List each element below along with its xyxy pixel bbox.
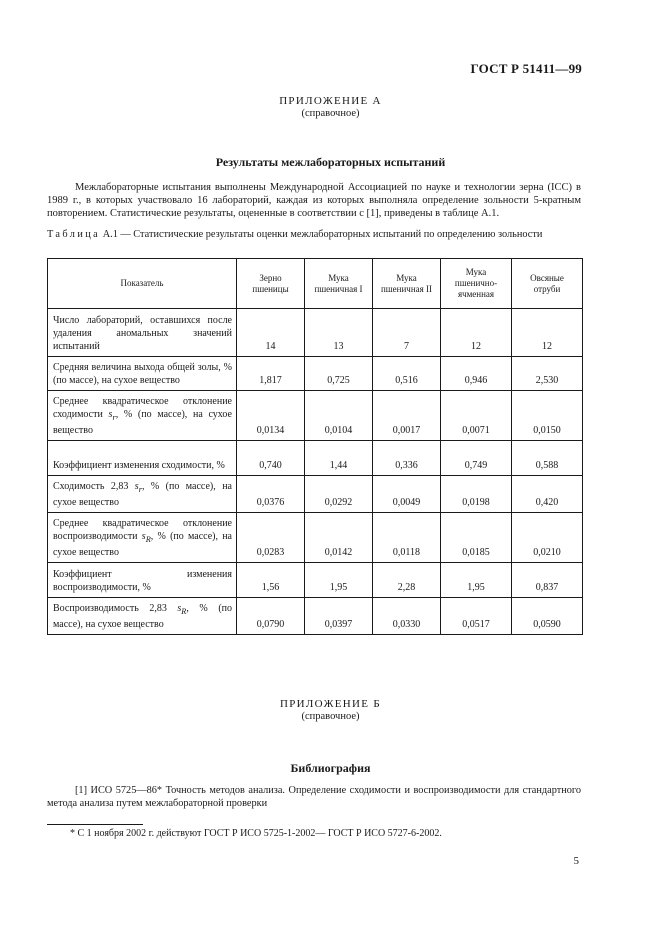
appendix-a-heading: Результаты межлабораторных испытаний	[215, 155, 446, 169]
table-cell: 0,0330	[373, 598, 441, 635]
table-cell: 0,0150	[512, 391, 583, 441]
bibliography-heading: Библиография	[290, 761, 371, 775]
symbol-s: s	[108, 409, 113, 420]
symbol-s: s	[177, 603, 182, 614]
table-row	[48, 476, 583, 513]
row-label: Коэффициент изменения воспроизводимости, %	[48, 563, 237, 598]
row-label-text: , % (по массе), на сухое вещество	[53, 531, 232, 558]
row-label-text: Сходимость 2,83	[53, 481, 135, 492]
results-table	[47, 258, 583, 635]
table-cell: 0,0292	[305, 476, 373, 513]
table-cell: 2,28	[373, 563, 441, 598]
row-label	[48, 598, 237, 635]
intro-paragraph: Межлабораторные испытания выполнены Международной Ассоциацией по науке и технологии зерна (ICC) в 1989 г., в которых участвовало 16 лабораторий, каждая из которых выполняла определение зольности 5-кратным повторением. Статистические результаты, оцененные в соответствии с [1], приведены в таблице А.1.	[47, 182, 581, 219]
appendix-a-title: ПРИЛОЖЕНИЕ А	[279, 95, 382, 107]
row-label-text: Воспроизводимость 2,83	[53, 603, 178, 614]
table-cell: 0,0104	[305, 391, 373, 441]
table-cell: 0,0017	[373, 391, 441, 441]
table-row	[48, 598, 583, 635]
column-header: Зерно пшеницы	[237, 259, 305, 309]
column-header: Показатель	[48, 259, 237, 309]
document-code: ГОСТ Р 51411—99	[470, 61, 582, 76]
table-cell: 0,588	[512, 441, 583, 476]
table-cell: 2,530	[512, 357, 583, 391]
table-cell: 0,0185	[441, 513, 512, 563]
page-number: 5	[573, 855, 579, 867]
table-cell: 0,0049	[373, 476, 441, 513]
table-cell: 7	[373, 309, 441, 357]
table-cell: 0,420	[512, 476, 583, 513]
table-row	[48, 563, 583, 598]
symbol-subscript: r	[138, 485, 142, 494]
row-label: Коэффициент изменения сходимости, %	[48, 441, 237, 476]
table-cell: 0,0590	[512, 598, 583, 635]
table-cell: 12	[441, 309, 512, 357]
table-cell: 0,725	[305, 357, 373, 391]
row-label-text: , % (по массе), на сухое вещество	[53, 409, 232, 436]
table-cell: 0,336	[373, 441, 441, 476]
table-cell: 12	[512, 309, 583, 357]
table-cell: 0,0517	[441, 598, 512, 635]
table-cell: 14	[237, 309, 305, 357]
column-header: Мука пшеничная I	[305, 259, 373, 309]
row-label: Средняя величина выхода общей золы, % (по массе), на сухое вещество	[48, 357, 237, 391]
table-cell: 0,0790	[237, 598, 305, 635]
table-cell: 0,0210	[512, 513, 583, 563]
table-cell: 0,0071	[441, 391, 512, 441]
table-cell: 1,95	[305, 563, 373, 598]
table-cell: 0,516	[373, 357, 441, 391]
column-header: Мука пшенично-ячменная	[441, 259, 512, 309]
table-row	[48, 441, 583, 476]
table-cell: 0,0142	[305, 513, 373, 563]
table-row	[48, 357, 583, 391]
table-cell: 0,0376	[237, 476, 305, 513]
table-row	[48, 513, 583, 563]
row-label	[48, 391, 237, 441]
row-label: Число лабораторий, оставшихся после удаления аномальных значений испытаний	[48, 309, 237, 357]
symbol-subscript: R	[145, 535, 151, 544]
row-label-text: Среднее квадратическое отклонение сходимости	[53, 396, 232, 420]
table-cell: 0,0118	[373, 513, 441, 563]
symbol-subscript: R	[181, 607, 187, 616]
table-cell: 0,0397	[305, 598, 373, 635]
column-header: Мука пшеничная II	[373, 259, 441, 309]
table-cell: 0,837	[512, 563, 583, 598]
bibliography-entry: [1] ИСО 5725—86* Точность методов анализа. Определение сходимости и воспроизводимости для стандартного метода анализа путем межлабораторной проверки	[47, 785, 581, 809]
table-cell: 13	[305, 309, 373, 357]
row-label-text: , % (по массе), на сухое вещество	[53, 603, 232, 630]
table-header-row	[48, 259, 583, 309]
table-caption-text: А.1 — Статистические результаты оценки межлабораторных испытаний по определению зольности	[100, 229, 543, 240]
table-cell: 1,56	[237, 563, 305, 598]
row-label	[48, 513, 237, 563]
table-row	[48, 391, 583, 441]
appendix-b-subtitle: (справочное)	[301, 711, 360, 722]
table-caption	[47, 229, 581, 241]
table-row	[48, 309, 583, 357]
footnote-divider	[47, 824, 143, 825]
symbol-subscript: r	[112, 413, 116, 422]
table-cell: 1,95	[441, 563, 512, 598]
table-caption-prefix: Таблица	[47, 229, 101, 240]
table-cell: 1,817	[237, 357, 305, 391]
table-cell: 0,0134	[237, 391, 305, 441]
table-cell: 0,749	[441, 441, 512, 476]
appendix-b-title: ПРИЛОЖЕНИЕ Б	[280, 698, 381, 710]
appendix-a-subtitle: (справочное)	[301, 108, 360, 119]
table-cell: 0,946	[441, 357, 512, 391]
row-label-text: Среднее квадратическое отклонение воспроизводимости	[53, 518, 232, 542]
symbol-s: s	[141, 531, 146, 542]
table-cell: 0,740	[237, 441, 305, 476]
row-label-text: , % (по массе), на сухое вещество	[53, 481, 232, 508]
table-cell: 0,0283	[237, 513, 305, 563]
column-header: Овсяные отруби	[512, 259, 583, 309]
footnote: * С 1 ноября 2002 г. действуют ГОСТ Р ИСО 5725-1-2002— ГОСТ Р ИСО 5727-6-2002.	[70, 828, 442, 839]
row-label	[48, 476, 237, 513]
table-cell: 1,44	[305, 441, 373, 476]
symbol-s: s	[134, 481, 139, 492]
table-cell: 0,0198	[441, 476, 512, 513]
